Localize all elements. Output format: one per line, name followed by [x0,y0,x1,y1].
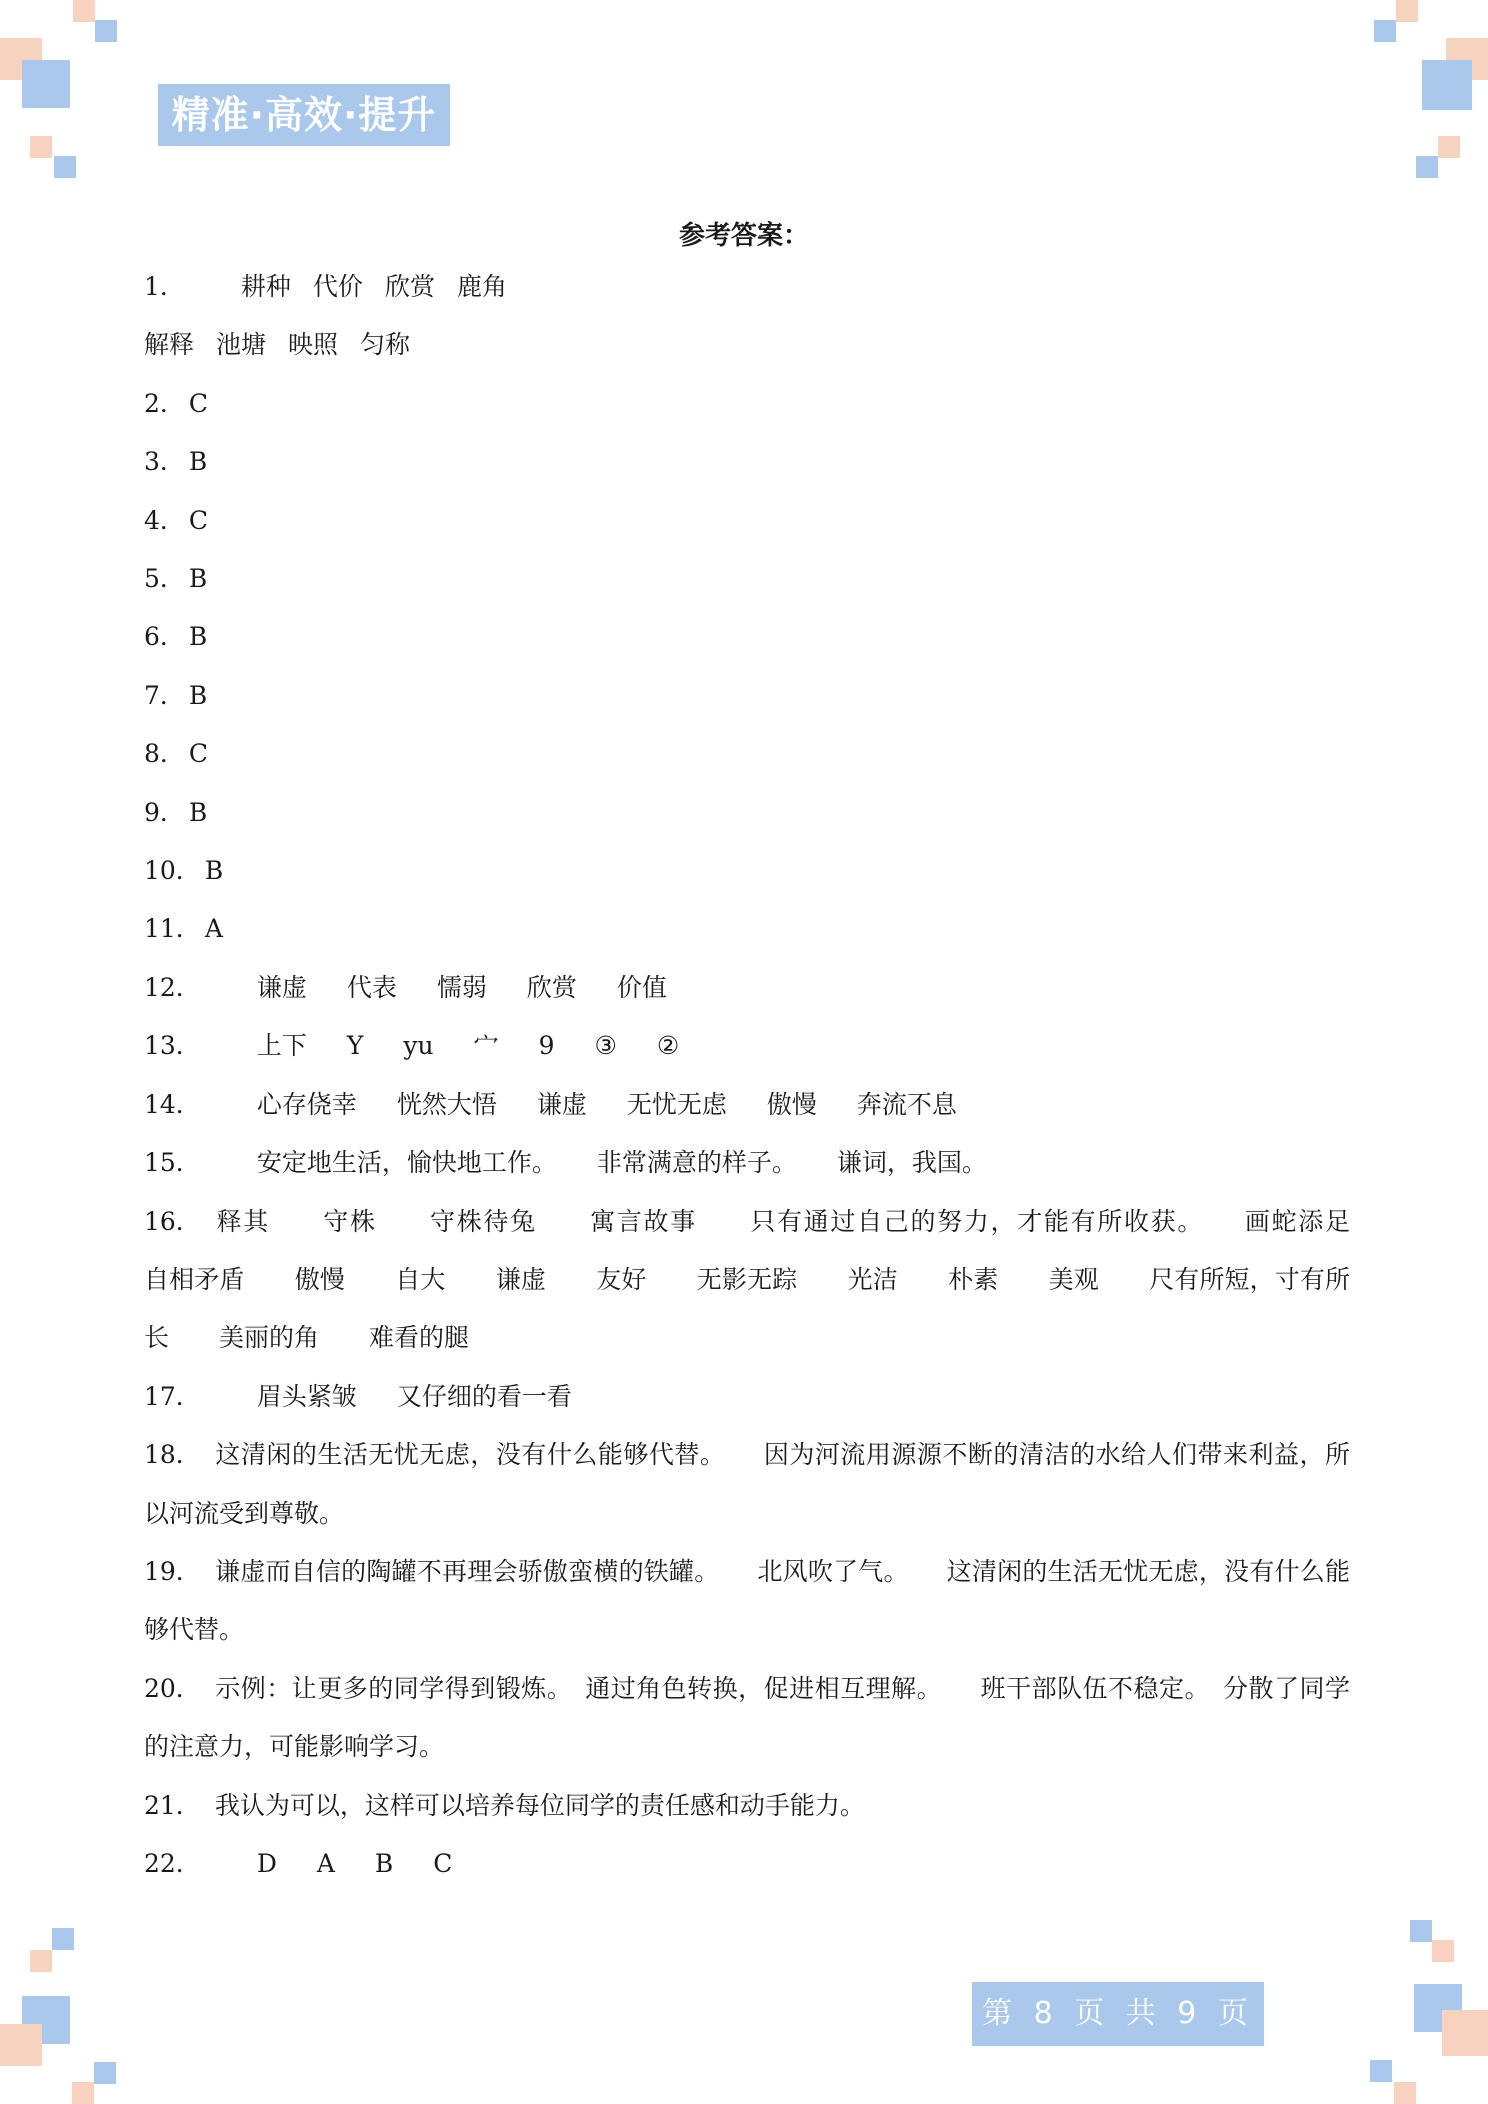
answer-part: 又仔细的看一看 [396,1381,572,1411]
answer-row [144,1076,1350,1134]
answer-row [144,433,1350,491]
answer-number: 12． [144,972,201,1002]
corner-decoration [1394,2082,1416,2104]
corner-decoration [30,1950,52,1972]
answer-part: 谦虚 [256,972,307,1002]
corner-decoration [1416,156,1438,178]
answer-part: 价值 [616,972,667,1002]
corner-decoration [1396,0,1418,22]
answer-row [144,900,1350,958]
answer-part: 懦弱 [436,972,487,1002]
answer-part: B [374,1848,394,1878]
corner-decoration [0,2024,42,2066]
answer-part: 非常满意的样子。 [596,1148,797,1178]
answer-number: 8． [144,739,185,769]
answer-part: 映照 [288,330,339,360]
answer-part: 谦虚 [536,1089,587,1119]
corner-decoration [30,136,52,158]
answer-part: 傲慢 [766,1089,817,1119]
answer-row [144,959,1350,1017]
corner-decoration [54,156,76,178]
answer-part: 鹿角 [456,272,507,301]
answer-part: C [433,1848,453,1878]
corner-decoration [72,2082,94,2104]
answer-number: 9． [144,797,185,827]
answer-number: 20． [144,1673,201,1703]
answer-part: C [188,739,209,769]
corner-decoration [1438,136,1460,158]
answer-part: 欣赏 [384,272,435,301]
answer-row [144,1660,1350,1777]
answer-part: 匀称 [360,330,411,360]
answer-text: 我认为可以，这样可以培养每位同学的责任感和动手能力。 [214,1790,865,1820]
answer-number: 6． [144,622,185,652]
corner-decoration [52,1928,74,1950]
corner-decoration [1442,2010,1488,2056]
answer-part: B [188,680,208,710]
answer-number: 18． [144,1440,201,1470]
answer-part: C [188,505,209,535]
corner-decoration [22,60,70,108]
answer-number: 13． [144,1031,201,1061]
answer-row [144,258,1350,316]
answer-number: 16． [144,1206,201,1236]
answer-part: 上下 [256,1031,307,1061]
answer-part: 谦词，我国。 [836,1148,987,1178]
answer-part: ② [656,1031,680,1061]
corner-decoration [73,0,95,22]
answer-part: 欣赏 [526,972,577,1002]
answer-number: 7． [144,680,185,710]
answer-part: 宀 [473,1031,499,1061]
answer-part: 解释 [144,330,195,360]
answer-part: 恍然大悟 [396,1089,497,1119]
answer-number: 5． [144,564,185,594]
answer-part: B [188,564,208,594]
answer-part: B [204,856,224,886]
answer-number: 2． [144,388,185,418]
answer-row [144,1134,1350,1192]
corner-decoration [1422,60,1472,110]
brand-banner: 精准·高效·提升 [158,84,450,146]
answer-part: 眉头紧皱 [256,1381,357,1411]
corner-decoration [95,20,117,42]
answer-text: 释其 守株 守株待兔 寓言故事 只有通过自己的努力，才能有所收获。 画蛇添足 自相矛盾 傲慢 自大 谦虚 友好 无影无踪 光洁 朴素 美观 尺有所短，寸有所长 美丽的角 难看的腿 [144,1206,1401,1353]
page-title: 参考答案： [678,221,809,251]
answer-number: 1． [144,272,185,301]
answer-row [144,667,1350,725]
answer-part: B [188,447,208,477]
answer-part: 无忧无虑 [626,1089,727,1119]
answer-part: A [316,1848,335,1878]
answer-text: 示例：让更多的同学得到锻炼。 通过角色转换，促进相互理解。 班干部队伍不稳定。 分散了同学的注意力，可能影响学习。 [144,1673,1350,1762]
answer-list [144,258,1401,1893]
answer-row [144,842,1350,900]
answer-part: ③ [594,1031,617,1061]
answer-row [144,1426,1350,1543]
answer-row [144,1017,1350,1075]
answer-row [144,316,1350,374]
answer-number: 14． [144,1089,201,1119]
answer-number: 3． [144,447,185,477]
answer-text: 谦虚而自信的陶罐不再理会骄傲蛮横的铁罐。 北风吹了气。 这清闲的生活无忧无虑，没有什么能够代替。 [144,1556,1350,1645]
answer-row [144,492,1350,550]
answer-row [144,1777,1350,1835]
answer-row [144,784,1350,842]
answer-row [144,1193,1401,1368]
answer-row [144,1543,1350,1660]
corner-decoration [1410,1920,1432,1942]
answer-part: Y [346,1031,364,1061]
answer-number: 10． [144,856,201,886]
answer-number: 15． [144,1148,201,1178]
answer-part: 安定地生活，愉快地工作。 [256,1148,557,1178]
corner-decoration [1370,2060,1392,2082]
answer-row [144,375,1350,433]
answer-number: 4． [144,505,185,535]
answer-part: yu [403,1031,434,1061]
answer-number: 11． [144,914,201,944]
answer-number: 17． [144,1381,201,1411]
answer-row [144,725,1350,783]
answer-number: 21． [144,1790,201,1820]
answer-part: 池塘 [216,330,267,360]
answer-row [144,550,1350,608]
answer-text: 这清闲的生活无忧无虑，没有什么能够代替。 因为河流用源源不断的清洁的水给人们带来利益，所以河流受到尊敬。 [144,1440,1350,1528]
answer-row [144,1835,1350,1893]
answer-number: 19． [144,1556,201,1586]
page-number: 第 8 页 共 9 页 [972,1982,1264,2046]
answer-number: 22． [144,1848,201,1878]
answer-part: 心存侥幸 [256,1089,357,1119]
answer-part: 代表 [346,972,397,1002]
answer-part: 奔流不息 [856,1089,957,1119]
answer-row [144,1368,1350,1426]
answer-part: 9 [538,1031,555,1061]
answer-part: C [188,388,209,418]
answer-part: 代价 [312,272,363,301]
corner-decoration [1374,20,1396,42]
answer-part: A [204,914,223,944]
answer-row [144,608,1350,666]
answer-part: 耕种 [240,272,291,301]
answer-part: D [256,1848,277,1878]
answer-part: B [188,797,208,827]
answer-part: B [188,622,208,652]
corner-decoration [1432,1940,1454,1962]
corner-decoration [94,2062,116,2084]
